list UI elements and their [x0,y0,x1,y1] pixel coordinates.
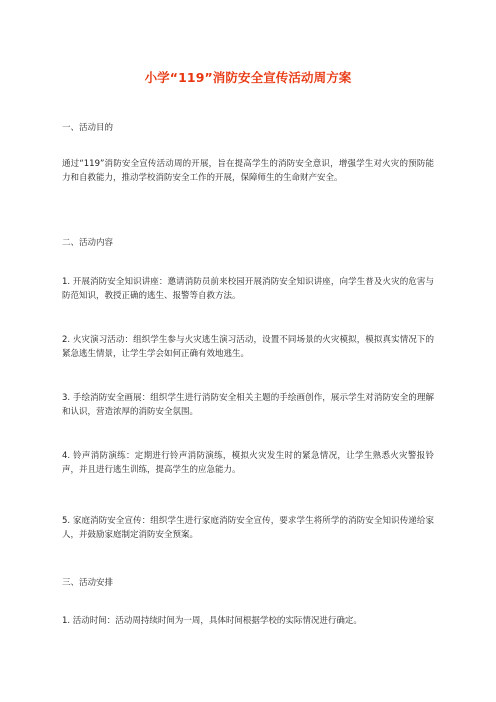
paragraph-content-2: 2. 火灾演习活动：组织学生参与火灾逃生演习活动，设置不同场景的火灾模拟，模拟真实情况下的紧急逃生情景，让学生学会如何正确有效地逃生。 [62,335,434,359]
paragraph-schedule-1: 1. 活动时间：活动周持续时间为一周，具体时间根据学校的实际情况进行确定。 [62,616,362,626]
section-heading-schedule: 三、活动安排 [62,578,114,588]
paragraph-content-4: 4. 铃声消防演练：定期进行铃声消防演练，模拟火灾发生时的紧急情况，让学生熟悉火灾警报铃声，并且进行逃生训练，提高学生的应急能力。 [62,451,434,475]
section-heading-content: 二、活动内容 [62,238,114,248]
document-title: 小学“119”消防安全宣传活动周方案 [144,70,352,85]
paragraph-purpose: 通过“119”消防安全宣传活动周的开展，旨在提高学生的消防安全意识，增强学生对火灾的预防能力和自救能力，推动学校消防安全工作的开展，保障师生的生命财产安全。 [62,159,434,183]
paragraph-content-3: 3. 手绘消防安全画展：组织学生进行消防安全相关主题的手绘画创作，展示学生对消防安全的理解和认识，营造浓厚的消防安全氛围。 [62,393,434,417]
section-heading-purpose: 一、活动目的 [62,123,114,133]
paragraph-content-5: 5. 家庭消防安全宣传：组织学生进行家庭消防安全宣传，要求学生将所学的消防安全知识传递给家人，并鼓励家庭制定消防安全预案。 [62,516,434,540]
paragraph-content-1: 1. 开展消防安全知识讲座：邀请消防员前来校园开展消防安全知识讲座，向学生普及火灾的危害与防范知识，教授正确的逃生、报警等自救方法。 [62,277,434,301]
